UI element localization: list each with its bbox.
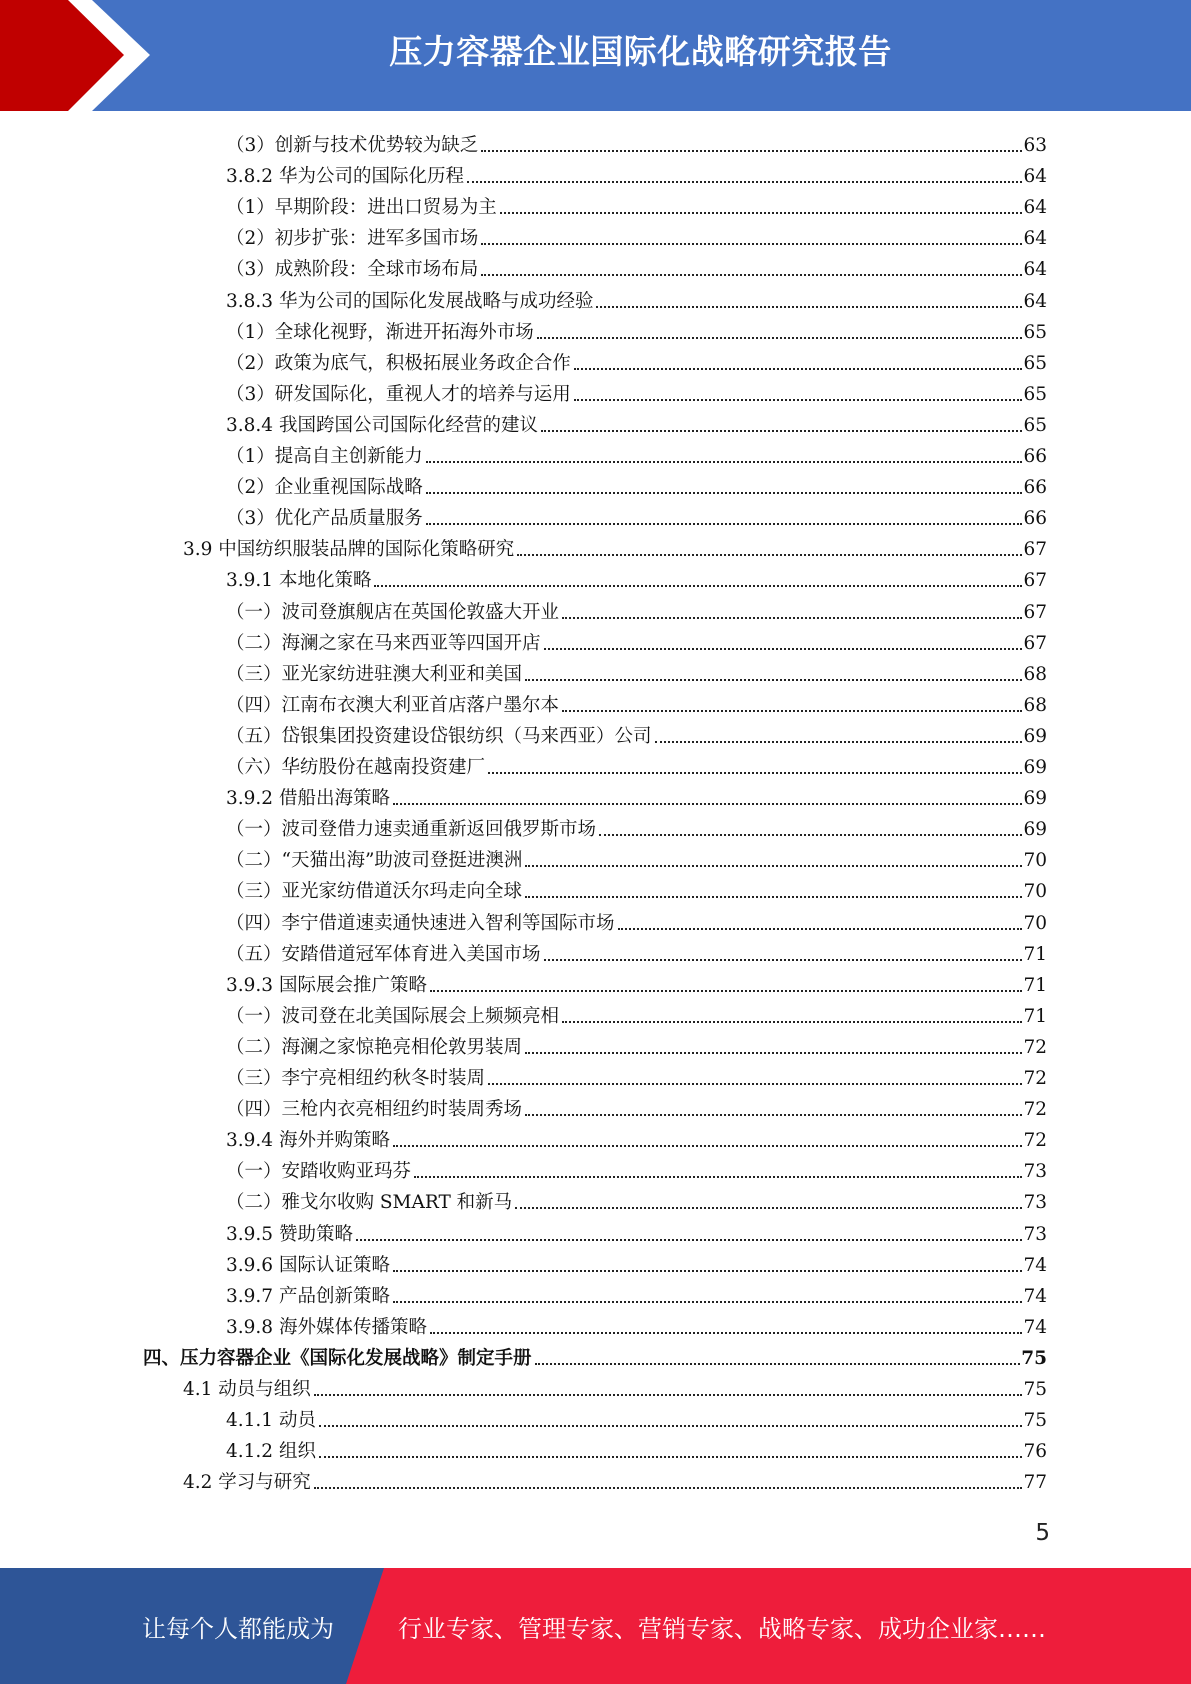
toc-dot-leader	[426, 523, 1023, 525]
toc-dot-leader	[393, 803, 1022, 805]
toc-entry-page: 73	[1023, 1192, 1047, 1214]
toc-dot-leader	[488, 1083, 1022, 1085]
toc-entry[interactable]	[143, 1340, 1047, 1371]
toc-dot-leader	[515, 1207, 1022, 1209]
toc-dot-leader	[525, 896, 1022, 898]
toc-entry-label: （四）三枪内衣亮相纽约时装周秀场	[226, 1099, 523, 1121]
toc-entry-label: 3.9.2 借船出海策略	[226, 788, 390, 810]
toc-entry-page: 72	[1023, 1130, 1047, 1152]
toc-entry-label: 3.9.7 产品创新策略	[226, 1285, 390, 1307]
toc-entry[interactable]	[226, 562, 1047, 593]
toc-entry[interactable]	[226, 780, 1047, 811]
toc-entry[interactable]	[226, 842, 1047, 873]
toc-entry-label: （2）政策为底气，积极拓展业务政企合作	[226, 352, 571, 374]
toc-entry-label: （1）提高自主创新能力	[226, 446, 423, 467]
footer-slogan-right: 行业专家、管理专家、营销专家、战略专家、成功企业家……	[398, 1615, 1046, 1643]
toc-entry-label: （四）李宁借道速卖通快速进入智利等国际市场	[226, 912, 615, 934]
toc-entry-page: 69	[1023, 788, 1047, 810]
toc-entry-page: 66	[1023, 446, 1047, 467]
toc-entry-page: 66	[1023, 477, 1047, 499]
toc-dot-leader	[488, 772, 1022, 774]
toc-entry-page: 67	[1023, 601, 1047, 623]
toc-entry-page: 63	[1023, 135, 1047, 156]
toc-entry-page: 70	[1023, 912, 1047, 934]
toc-entry-label: 3.8.2 华为公司的国际化历程	[226, 166, 464, 188]
toc-entry-page: 72	[1023, 1099, 1047, 1121]
toc-entry-page: 67	[1023, 632, 1047, 654]
toc-entry[interactable]	[226, 905, 1047, 936]
toc-dot-leader	[562, 710, 1022, 712]
toc-dot-leader	[414, 1176, 1022, 1178]
toc-entry-page: 75	[1021, 1347, 1047, 1369]
toc-dot-leader	[374, 585, 1022, 587]
toc-entry[interactable]	[226, 376, 1047, 407]
toc-entry[interactable]	[226, 1278, 1047, 1309]
toc-entry-label: 3.9.5 赞助策略	[226, 1223, 353, 1245]
toc-entry[interactable]	[226, 873, 1047, 904]
toc-entry[interactable]	[226, 1029, 1047, 1060]
toc-entry-label: 4.1 动员与组织	[183, 1379, 311, 1400]
toc-entry[interactable]	[226, 967, 1047, 998]
toc-entry-label: 3.9.1 本地化策略	[226, 570, 372, 592]
toc-entry-label: （1）早期阶段：进出口贸易为主	[226, 197, 497, 219]
footer-slogan-left: 让每个人都能成为	[142, 1615, 334, 1643]
toc-entry-label: 4.2 学习与研究	[183, 1472, 311, 1494]
toc-dot-leader	[467, 181, 1022, 183]
toc-entry-label: 3.9.8 海外媒体传播策略	[226, 1316, 427, 1338]
toc-entry-label: （一）波司登旗舰店在英国伦敦盛大开业	[226, 601, 560, 623]
toc-dot-leader	[562, 1021, 1022, 1023]
toc-entry-page: 68	[1023, 663, 1047, 685]
toc-entry[interactable]	[226, 189, 1047, 220]
toc-dot-leader	[541, 430, 1022, 432]
toc-entry[interactable]	[226, 687, 1047, 718]
toc-entry-page: 77	[1023, 1472, 1047, 1494]
toc-dot-leader	[393, 1145, 1022, 1147]
toc-entry-label: 4.1.2 组织	[226, 1441, 316, 1463]
toc-dot-leader	[517, 554, 1022, 556]
toc-entry[interactable]	[226, 469, 1047, 500]
toc-entry[interactable]	[226, 594, 1047, 625]
toc-entry-label: 3.9.6 国际认证策略	[226, 1254, 390, 1276]
toc-entry-page: 65	[1023, 414, 1047, 436]
toc-entry-label: （1）全球化视野，渐进开拓海外市场	[226, 321, 534, 343]
toc-entry-page: 67	[1023, 570, 1047, 592]
toc-entry-label: （三）亚光家纺借道沃尔玛走向全球	[226, 881, 523, 903]
toc-entry-page: 73	[1023, 1161, 1047, 1183]
toc-entry-label: （三）亚光家纺进驻澳大利亚和美国	[226, 663, 523, 685]
toc-entry-label: 4.1.1 动员	[226, 1410, 316, 1432]
toc-entry[interactable]	[226, 1122, 1047, 1153]
document-title: 压力容器企业国际化战略研究报告	[389, 32, 892, 71]
toc-entry[interactable]	[226, 127, 1047, 158]
toc-dot-leader	[525, 1114, 1022, 1116]
toc-entry-label: （2）企业重视国际战略	[226, 477, 423, 499]
toc-dot-leader	[574, 399, 1023, 401]
toc-entry[interactable]	[226, 1247, 1047, 1278]
toc-entry[interactable]	[226, 718, 1047, 749]
toc-entry-page: 64	[1023, 228, 1047, 250]
toc-entry-label: （五）安踏借道冠军体育进入美国市场	[226, 943, 541, 965]
toc-entry-label: （3）研发国际化，重视人才的培养与运用	[226, 383, 571, 405]
toc-dot-leader	[500, 212, 1023, 214]
toc-entry-label: （3）创新与技术优势较为缺乏	[226, 135, 479, 156]
toc-entry[interactable]	[226, 251, 1047, 282]
toc-entry[interactable]	[226, 1402, 1047, 1433]
toc-entry-page: 73	[1023, 1223, 1047, 1245]
toc-dot-leader	[481, 150, 1022, 152]
toc-dot-leader	[596, 306, 1022, 308]
toc-entry-label: （3）成熟阶段：全球市场布局	[226, 259, 479, 281]
toc-entry[interactable]	[226, 1184, 1047, 1215]
toc-entry[interactable]	[226, 283, 1047, 314]
toc-entry[interactable]	[226, 936, 1047, 967]
toc-dot-leader	[393, 1270, 1022, 1272]
toc-dot-leader	[535, 1363, 1021, 1365]
toc-entry[interactable]	[226, 625, 1047, 656]
toc-entry-page: 72	[1023, 1068, 1047, 1089]
toc-entry-page: 66	[1023, 508, 1047, 530]
toc-entry-label: （五）岱银集团投资建设岱银纺织（马来西亚）公司	[226, 725, 652, 747]
toc-entry-label: （二）海澜之家在马来西亚等四国开店	[226, 632, 541, 654]
toc-entry-page: 72	[1023, 1036, 1047, 1058]
toc-dot-leader	[544, 648, 1023, 650]
toc-dot-leader	[314, 1487, 1023, 1489]
toc-entry[interactable]	[226, 407, 1047, 438]
toc-entry[interactable]	[226, 220, 1047, 251]
page-footer	[0, 1568, 1191, 1684]
toc-entry[interactable]	[226, 811, 1047, 842]
toc-entry[interactable]	[226, 998, 1047, 1029]
toc-entry[interactable]	[226, 1309, 1047, 1340]
toc-dot-leader	[537, 337, 1023, 339]
toc-entry-label: 3.8.4 我国跨国公司国际化经营的建议	[226, 414, 538, 436]
toc-entry-page: 70	[1023, 850, 1047, 872]
toc-entry-page: 68	[1023, 694, 1047, 716]
toc-dot-leader	[544, 959, 1023, 961]
toc-dot-leader	[574, 368, 1023, 370]
toc-entry-page: 64	[1023, 290, 1047, 312]
toc-entry-page: 75	[1023, 1379, 1047, 1400]
toc-dot-leader	[426, 461, 1023, 463]
toc-dot-leader	[655, 741, 1023, 743]
toc-entry-page: 65	[1023, 321, 1047, 343]
toc-dot-leader	[356, 1239, 1023, 1241]
toc-dot-leader	[525, 865, 1022, 867]
toc-entry-page: 64	[1023, 259, 1047, 281]
toc-dot-leader	[481, 274, 1022, 276]
toc-entry-page: 74	[1023, 1285, 1047, 1307]
toc-entry[interactable]	[226, 656, 1047, 687]
toc-entry-page: 65	[1023, 383, 1047, 405]
toc-entry[interactable]	[226, 1216, 1047, 1247]
toc-entry-label: （二）海澜之家惊艳亮相伦敦男装周	[226, 1036, 523, 1058]
toc-entry-page: 69	[1023, 819, 1047, 841]
toc-dot-leader	[481, 243, 1022, 245]
toc-entry-label: （3）优化产品质量服务	[226, 508, 423, 530]
toc-entry[interactable]	[226, 345, 1047, 376]
toc-entry[interactable]	[226, 1153, 1047, 1184]
toc-entry-page: 70	[1023, 881, 1047, 903]
toc-entry[interactable]	[226, 500, 1047, 531]
page-header	[0, 0, 1191, 111]
toc-entry[interactable]	[226, 1060, 1047, 1091]
toc-entry-label: （三）李宁亮相纽约秋冬时装周	[226, 1068, 486, 1089]
toc-dot-leader	[393, 1301, 1022, 1303]
toc-entry-page: 74	[1023, 1316, 1047, 1338]
toc-entry[interactable]	[226, 158, 1047, 189]
toc-entry[interactable]	[183, 1371, 1047, 1402]
page-number: 5	[1035, 1520, 1050, 1546]
toc-dot-leader	[430, 1332, 1022, 1334]
toc-entry[interactable]	[226, 1433, 1047, 1464]
toc-entry-label: 3.9.3 国际展会推广策略	[226, 974, 427, 996]
toc-entry-page: 75	[1023, 1410, 1047, 1432]
toc-dot-leader	[426, 492, 1023, 494]
toc-entry-page: 69	[1023, 757, 1047, 778]
toc-entry-page: 67	[1023, 539, 1047, 561]
toc-entry-label: （一）波司登借力速卖通重新返回俄罗斯市场	[226, 819, 597, 841]
toc-entry-page: 64	[1023, 197, 1047, 219]
toc-entry-page: 76	[1023, 1441, 1047, 1463]
toc-entry-label: 四、压力容器企业《国际化发展战略》制定手册	[143, 1347, 532, 1369]
toc-entry-page: 65	[1023, 352, 1047, 374]
toc-entry[interactable]	[183, 1464, 1047, 1495]
toc-dot-leader	[319, 1456, 1023, 1458]
toc-entry-label: 3.9.4 海外并购策略	[226, 1130, 390, 1152]
toc-dot-leader	[525, 1052, 1022, 1054]
toc-entry[interactable]	[183, 531, 1047, 562]
toc-dot-leader	[319, 1425, 1023, 1427]
toc-dot-leader	[430, 990, 1022, 992]
toc-entry[interactable]	[226, 1091, 1047, 1122]
toc-entry-page: 71	[1023, 974, 1047, 996]
toc-entry-label: （二）雅戈尔收购 SMART 和新马	[226, 1192, 513, 1214]
toc-entry-label: （六）华纺股份在越南投资建厂	[226, 757, 486, 778]
toc-entry-label: （一）安踏收购亚玛芬	[226, 1161, 412, 1183]
toc-entry-label: 3.9 中国纺织服装品牌的国际化策略研究	[183, 539, 515, 561]
toc-entry-label: 3.8.3 华为公司的国际化发展战略与成功经验	[226, 290, 594, 312]
toc-entry[interactable]	[226, 749, 1047, 780]
toc-dot-leader	[562, 617, 1022, 619]
toc-dot-leader	[314, 1394, 1023, 1396]
toc-entry-page: 71	[1023, 1005, 1047, 1027]
toc-entry-label: （2）初步扩张：进军多国市场	[226, 228, 479, 250]
toc-entry-label: （四）江南布衣澳大利亚首店落户墨尔本	[226, 694, 560, 716]
toc-dot-leader	[618, 928, 1023, 930]
toc-entry-page: 71	[1023, 943, 1047, 965]
toc-entry[interactable]	[226, 438, 1047, 469]
toc-entry-page: 69	[1023, 725, 1047, 747]
toc-entry-label: （一）波司登在北美国际展会上频频亮相	[226, 1005, 560, 1027]
toc-dot-leader	[525, 679, 1022, 681]
toc-entry-page: 74	[1023, 1254, 1047, 1276]
toc-entry-page: 64	[1023, 166, 1047, 188]
toc-entry-label: （二）“天猫出海”助波司登挺进澳洲	[226, 850, 523, 872]
toc-entry[interactable]	[226, 314, 1047, 345]
toc-dot-leader	[599, 834, 1022, 836]
